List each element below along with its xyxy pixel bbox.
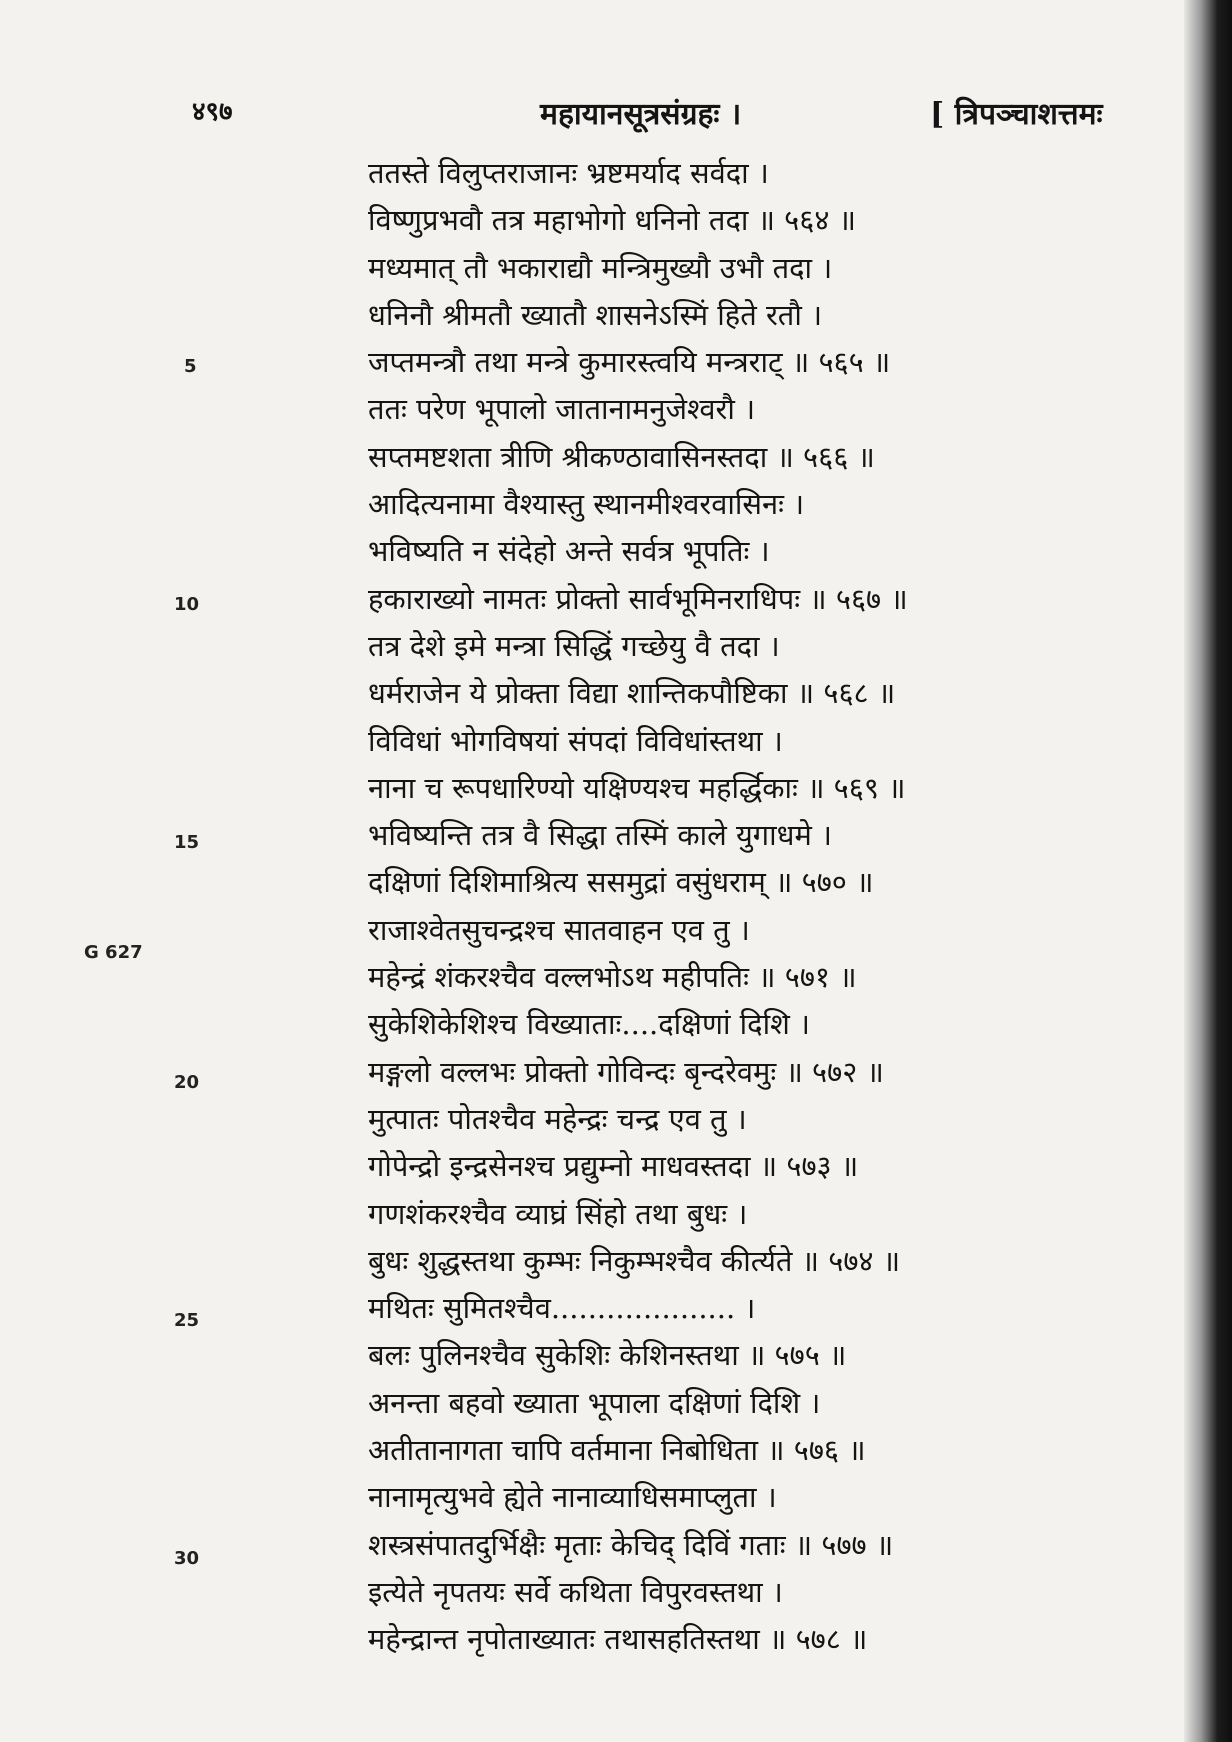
verse-line: बुधः शुद्धस्तथा कुम्भः निकुम्भश्चैव कीर्त्यते ॥ ५७४ ॥ <box>368 1243 901 1278</box>
verse-line: बलः पुलिनश्चैव सुकेशिः केशिनस्तथा ॥ ५७५ ॥ <box>368 1338 847 1373</box>
verse-line: शस्त्रसंपातदुर्भिक्षैः मृताः केचिद् दिविं गताः ॥ ५७७ ॥ <box>368 1527 894 1562</box>
line-number: 25 <box>174 1310 200 1331</box>
binding-shadow <box>1184 0 1232 1742</box>
verse-line: तत्र देशे इमे मन्त्रा सिद्धिं गच्छेयु वै तदा । <box>368 628 780 663</box>
verse-line: मङ्गलो वल्लभः प्रोक्तो गोविन्दः बृन्दरेवमुः ॥ ५७२ ॥ <box>368 1054 884 1089</box>
verse-line: ततस्ते विलुप्तराजानः भ्रष्टमर्याद सर्वदा । <box>368 156 769 190</box>
verse-line: मथितः सुमितश्चैव.................... । <box>368 1291 756 1326</box>
verse-line: आदित्यनामा वैश्यास्तु स्थानमीश्वरवासिनः । <box>368 487 805 522</box>
verse-line: धनिनौ श्रीमतौ ख्यातौ शासनेऽस्मिं हिते रतौ । <box>368 297 823 332</box>
side-reference: G 627 <box>84 942 143 963</box>
verse-block <box>368 150 968 1664</box>
verse-line: गणशंकरश्चैव व्याघ्रं सिंहो तथा बुधः । <box>368 1196 748 1231</box>
verse-line: नानामृत्युभवे ह्येते नानाव्याधिसमाप्लुता । <box>368 1480 777 1515</box>
verse-line: अनन्ता बहवो ख्याता भूपाला दक्षिणां दिशि । <box>368 1385 821 1420</box>
line-number: 10 <box>174 594 200 615</box>
verse-line: सप्तमष्टशता त्रीणि श्रीकण्ठावासिनस्तदा ॥ ५६६ ॥ <box>368 439 875 474</box>
page-number: ४९७ <box>192 97 233 127</box>
verse-line: महेन्द्रान्त नृपोताख्यातः तथासहतिस्तथा ॥ ५७८ ॥ <box>368 1622 868 1657</box>
verse-line: दक्षिणां दिशिमाश्रित्य ससमुद्रां वसुंधराम् ॥ ५७० ॥ <box>368 865 874 900</box>
verse-line: सुकेशिकेशिश्च विख्याताः....दक्षिणां दिशि । <box>368 1007 811 1042</box>
verse-line: मध्यमात् तौ भकाराद्यौ मन्त्रिमुख्यौ उभौ तदा । <box>368 250 833 285</box>
line-number: 15 <box>174 832 200 853</box>
verse-line: भविष्यन्ति तत्र वै सिद्धा तस्मिं काले युगाधमे । <box>368 818 833 853</box>
line-number: 30 <box>174 1548 200 1569</box>
verse-line: हकाराख्यो नामतः प्रोक्तो सार्वभूमिनराधिपः ॥ ५६७ ॥ <box>368 581 908 616</box>
line-number: 5 <box>184 356 197 377</box>
verse-line: अतीतानागता चापि वर्तमाना निबोधिता ॥ ५७६ ॥ <box>368 1433 866 1468</box>
running-header <box>0 92 1232 132</box>
verse-line: मुत्पातः पोतश्चैव महेन्द्रः चन्द्र एव तु । <box>368 1101 747 1136</box>
verse-line: धर्मराजेन ये प्रोक्ता विद्या शान्तिकपौष्टिका ॥ ५६८ ॥ <box>368 676 896 711</box>
verse-line: भविष्यति न संदेहो अन्ते सर्वत्र भूपतिः । <box>368 534 770 569</box>
verse-line: नाना च रूपधारिण्यो यक्षिण्यश्च महर्द्धिकाः ॥ ५६९ ॥ <box>368 770 906 805</box>
verse-line: इत्येते नृपतयः सर्वे कथिता विपुरवस्तथा । <box>368 1574 783 1609</box>
chapter-heading: [ त्रिपञ्चाशत्तमः <box>930 97 1103 132</box>
line-number: 20 <box>174 1072 200 1093</box>
book-title: महायानसूत्रसंग्रहः । <box>540 97 742 132</box>
verse-line: गोपेन्द्रो इन्द्रसेनश्च प्रद्युम्नो माधवस्तदा ॥ ५७३ ॥ <box>368 1149 859 1184</box>
verse-line: राजाश्वेतसुचन्द्रश्च सातवाहन एव तु । <box>368 912 750 947</box>
verse-line: ततः परेण भूपालो जातानामनुजेश्वरौ । <box>368 392 756 427</box>
verse-line: विविधां भोगविषयां संपदां विविधांस्तथा । <box>368 723 783 758</box>
verse-line: विष्णुप्रभवौ तत्र महाभोगो धनिनो तदा ॥ ५६४ ॥ <box>368 203 856 238</box>
verse-line: जप्तमन्त्रौ तथा मन्त्रे कुमारस्त्वयि मन्त्रराट् ॥ ५६५ ॥ <box>368 345 891 380</box>
verse-line: महेन्द्रं शंकरश्चैव वल्लभोऽथ महीपतिः ॥ ५७१ ॥ <box>368 960 857 995</box>
